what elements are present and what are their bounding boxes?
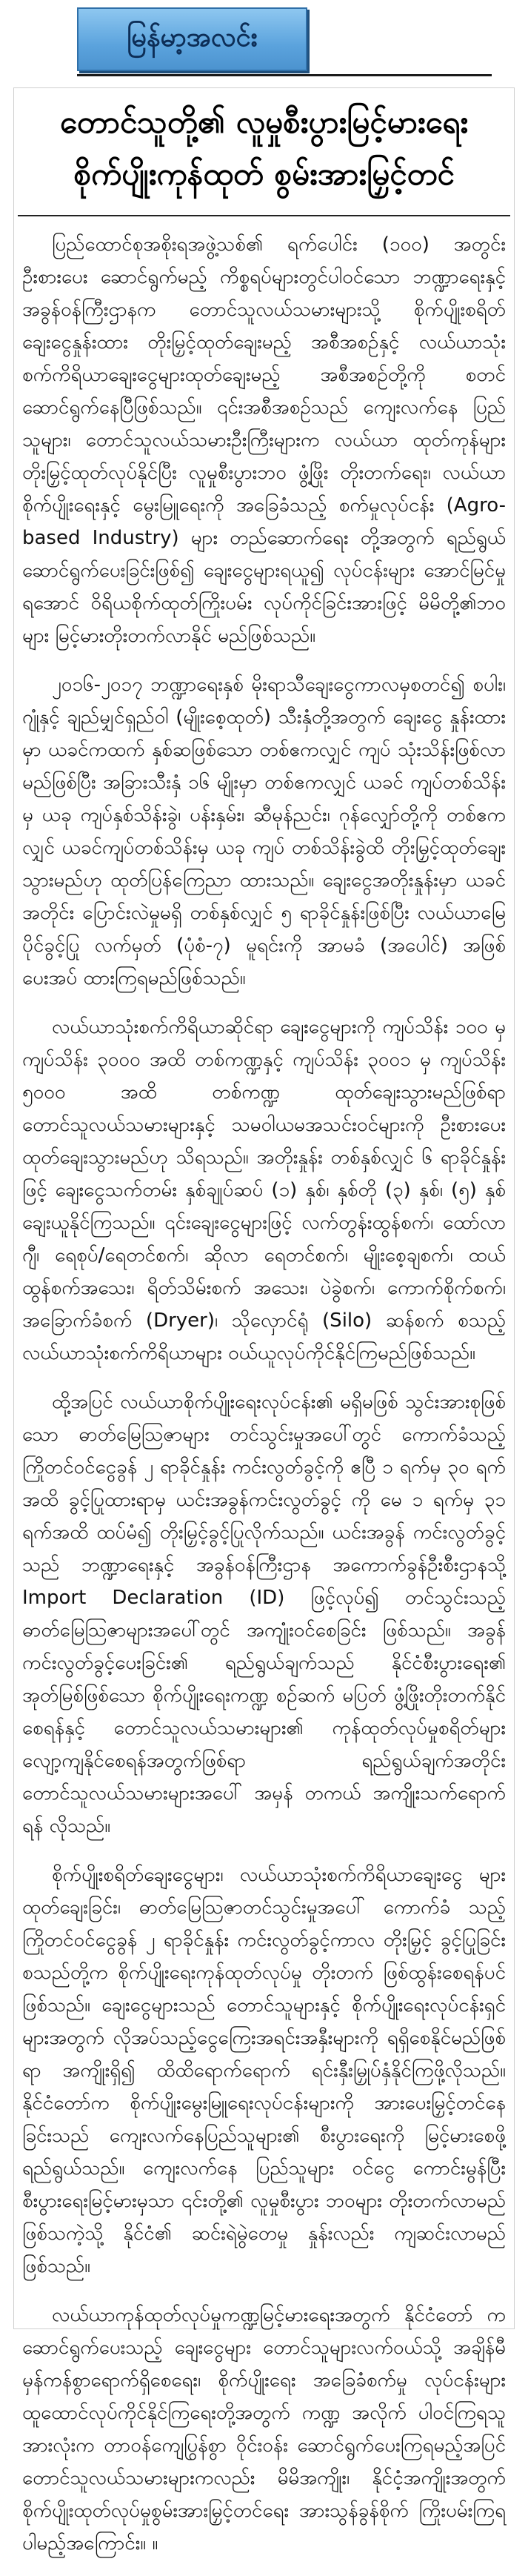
article-paragraph: လယ်ယာသုံးစက်ကိရိယာဆိုင်ရာ ချေးငွေများကို ကျပ်သိန်း ၁၀၀ မှ ကျပ်သိန်း ၃၀၀၀ အထိ တစ်ကဏ္ဍနှင့် ကျပ်သိန်း ၃၀၀၁ မှ ကျပ်သိန်း ၅၀၀၀ အထိ တစ်ကဏ္ဍ ထုတ်ချေးသွားမည်ဖြစ်ရာ တောင်သူလယ်သမားများနှင့် သမဝါယမအသင်းဝင်များကို ဦးစားပေး ထုတ်ချေးသွားမည်ဟု သိရသည်။ အတိုးနှုန်း တစ်နှစ်လျှင် ၆ ရာခိုင်နှုန်းဖြင့် ချေးငွေသက်တမ်း နှစ်ချုပ်ဆပ် (၁) နှစ်၊ နှစ်တို (၃) နှစ်၊ (၅) နှစ် ချေးယူနိုင်ကြသည်။ ၎င်းချေးငွေများဖြင့် လက်တွန်းထွန်စက်၊ ထော်လာဂျီ၊ ရေစုပ်/ရေတင်စက်၊ ဆိုလာ ရေတင်စက်၊ မျိုးစေ့ချစက်၊ ထယ်ထွန်စက်အသေး၊ ရိတ်သိမ်းစက် အသေး၊ ပဲခွဲစက်၊ ကောက်စိုက်စက်၊ အခြောက်ခံစက် (Dryer)၊ သိုလှောင်ရုံ (Silo) ဆန်စက် စသည့် လယ်ယာသုံးစက်ကိရိယာများ ဝယ်ယူလုပ်ကိုင်နိုင်ကြမည်ဖြစ်သည်။ — [22, 1016, 506, 1364]
article-paragraph: ထို့အပြင် လယ်ယာစိုက်ပျိုးရေးလုပ်ငန်း၏ မရှိမဖြစ် သွင်းအားစုဖြစ်သော ဓာတ်မြေဩဇာများ တင်သွင်းမှုအပေါ်တွင် ကောက်ခံသည့် ကြိုတင်ဝင်ငွေခွန် ၂ ရာခိုင်နှုန်း ကင်းလွတ်ခွင့်ကို ဧပြီ ၁ ရက်မှ ၃၀ ရက်အထိ ခွင့်ပြုထားရာမှ ယင်းအခွန်ကင်းလွတ်ခွင့် ကို မေ ၁ ရက်မှ ၃၁ ရက်အထိ ထပ်မံ၍ တိုးမြှင့်ခွင့်ပြုလိုက်သည်။ ယင်းအခွန် ကင်းလွတ်ခွင့်သည် ဘဏ္ဍာရေးနှင့် အခွန်ဝန်ကြီးဌာန အကောက်ခွန်ဦးစီးဌာနသို့ Import Declaration (ID) ဖြင့်လုပ်၍ တင်သွင်းသည့် ဓာတ်မြေဩဇာများအပေါ်တွင် အကျုံးဝင်စေခြင်း ဖြစ်သည်။ အခွန်ကင်းလွတ်ခွင့်ပေးခြင်း၏ ရည်ရွယ်ချက်သည် နိုင်ငံစီးပွားရေး၏ အုတ်မြစ်ဖြစ်သော စိုက်ပျိုးရေးကဏ္ဍ စဉ်ဆက် မပြတ် ဖွံ့ဖြိုးတိုးတက်နိုင်စေရန်နှင့် တောင်သူလယ်သမားများ၏ ကုန်ထုတ်လုပ်မှုစရိတ်များ လျော့ကျနိုင်စေရန်အတွက်ဖြစ်ရာ ရည်ရွယ်ချက်အတိုင်း တောင်သူလယ်သမားများအပေါ် အမှန် တကယ် အကျိုးသက်ရောက်ရန် လိုသည်။ — [22, 1391, 506, 1837]
masthead-rule — [77, 74, 492, 76]
section-tab-label: မြန်မာ့အလင်း — [127, 22, 258, 53]
headline-line-1: တောင်သူတို့၏ လူမှုစီးပွားမြင့်မားရေး — [59, 104, 469, 140]
masthead — [0, 0, 528, 77]
article-paragraph: စိုက်ပျိုးစရိတ်ချေးငွေများ၊ လယ်ယာသုံးစက်ကိရိယာချေးငွေ များ ထုတ်ချေးခြင်း၊ ဓာတ်မြေဩဇာတင်သွင်းမှုအပေါ် ကောက်ခံ သည့် ကြိုတင်ဝင်ငွေခွန် ၂ ရာခိုင်နှုန်း ကင်းလွတ်ခွင့်ကာလ တိုးမြှင့် ခွင့်ပြုခြင်း စသည်တို့က စိုက်ပျိုးရေးကုန်ထုတ်လုပ်မှု တိုးတက် ဖြစ်ထွန်းစေရန်ပင်ဖြစ်သည်။ ချေးငွေများသည် တောင်သူများနှင့် စိုက်ပျိုးရေးလုပ်ငန်းရှင်များအတွက် လိုအပ်သည့်ငွေကြေးအရင်းအနှီးများကို ရရှိစေနိုင်မည်ဖြစ်ရာ အကျိုးရှိ၍ ထိထိရောက်ရောက် ရင်းနှီးမြှုပ်နှံနိုင်ကြဖို့လိုသည်။ နိုင်ငံတော်က စိုက်ပျိုးမွေးမြူရေးလုပ်ငန်းများကို အားပေးမြှင့်တင်နေခြင်းသည် ကျေးလက်နေပြည်သူများ၏ စီးပွားရေးကို မြင့်မားစေဖို့ရည်ရွယ်သည်။ ကျေးလက်နေ ပြည်သူများ ဝင်ငွေ ကောင်းမွန်ပြီး စီးပွားရေးမြင့်မားမှသာ ၎င်းတို့၏ လူမှုစီးပွား ဘဝများ တိုးတက်လာမည်ဖြစ်သကဲ့သို့ နိုင်ငံ၏ ဆင်းရဲမွဲတေမှု နှုန်းလည်း ကျဆင်းလာမည်ဖြစ်သည်။ — [22, 1864, 506, 2277]
headline-divider — [18, 215, 510, 216]
article-paragraph: လယ်ယာကုန်ထုတ်လုပ်မှုကဏ္ဍမြင့်မားရေးအတွက် နိုင်ငံတော် က ဆောင်ရွက်ပေးသည့် ချေးငွေများ တောင်သူများလက်ဝယ်သို့ အချိန်မီမှန်ကန်စွာရောက်ရှိစေရေး၊ စိုက်ပျိုးရေး အခြေခံစက်မှု လုပ်ငန်းများ ထူထောင်လုပ်ကိုင်နိုင်ကြရေးတို့အတွက် ကဏ္ဍ အလိုက် ပါဝင်ကြရသူအားလုံးက တာဝန်ကျေပြွန်စွာ ဝိုင်းဝန်း ဆောင်ရွက်ပေးကြရမည့်အပြင် တောင်သူလယ်သမားများကလည်း မိမိအကျိုး၊ နိုင်ငံ့အကျိုးအတွက် စိုက်ပျိုးထုတ်လုပ်မှုစွမ်းအားမြှင့်တင်ရေး အားသွန်ခွန်စိုက် ကြိုးပမ်းကြရပါမည့်အကြောင်း။ ။ — [22, 2304, 506, 2555]
headline-line-2: စိုက်ပျိုးကုန်ထုတ် စွမ်းအားမြှင့်တင် — [73, 156, 455, 192]
editorial-headline — [18, 96, 510, 200]
article-paragraph: ပြည်ထောင်စုအစိုးရအဖွဲ့သစ်၏ ရက်ပေါင်း (၁၀၀) အတွင်း ဦးစားပေး ဆောင်ရွက်မည့် ကိစ္စရပ်များတွင်ပါဝင်သော ဘဏ္ဍာရေးနှင့် အခွန်ဝန်ကြီးဌာနက တောင်သူလယ်သမားများသို့ စိုက်ပျိုးစရိတ် ချေးငွေနှုန်းထား တိုးမြှင့်ထုတ်ချေးမည့် အစီအစဉ်နှင့် လယ်ယာသုံး စက်ကိရိယာချေးငွေများထုတ်ချေးမည့် အစီအစဉ်တို့ကို စတင် ဆောင်ရွက်နေပြီဖြစ်သည်။ ၎င်းအစီအစဉ်သည် ကျေးလက်နေ ပြည်သူများ၊ တောင်သူလယ်သမားဦးကြီးများက လယ်ယာ ထုတ်ကုန်များ တိုးမြှင့်ထုတ်လုပ်နိုင်ပြီး လူမှုစီးပွားဘဝ ဖွံ့ဖြိုး တိုးတက်ရေး၊ လယ်ယာစိုက်ပျိုးရေးနှင့် မွေးမြူရေးကို အခြေခံသည့် စက်မှုလုပ်ငန်း (Agro- based Industry) များ တည်ဆောက်ရေး တို့အတွက် ရည်ရွယ်ဆောင်ရွက်ပေးခြင်းဖြစ်၍ ချေးငွေများရယူ၍ လုပ်ငန်းများ အောင်မြင်မှုရအောင် ဝိရိယစိုက်ထုတ်ကြိုးပမ်း လုပ်ကိုင်ခြင်းအားဖြင့် မိမိတို့၏ဘဝများ မြင့်မားတိုးတက်လာနိုင် မည်ဖြစ်သည်။ — [22, 233, 506, 647]
article-paragraph: ၂၀၁၆-၂၀၁၇ ဘဏ္ဍာရေးနှစ် မိုးရာသီချေးငွေကာလမှစတင်၍ စပါး၊ ဂျုံနှင့် ချည်မျှင်ရှည်ဝါ (မျိုးစေ့ထုတ်) သီးနှံတို့အတွက် ချေးငွေ နှုန်းထားမှာ ယခင်ကထက် နှစ်ဆဖြစ်သော တစ်ဧကလျှင် ကျပ် သုံးသိန်းဖြစ်လာမည်ဖြစ်ပြီး အခြားသီးနှံ ၁၆ မျိုးမှာ တစ်ဧကလျှင် ယခင် ကျပ်တစ်သိန်းမှ ယခု ကျပ်နှစ်သိန်းခွဲ၊ ပန်းနှမ်း၊ ဆီမုန်ညင်း၊ ဂုန်လျှော်တို့ကို တစ်ဧကလျှင် ယခင်ကျပ်တစ်သိန်းမှ ယခု ကျပ် တစ်သိန်းခွဲထိ တိုးမြှင့်ထုတ်ချေးသွားမည်ဟု ထုတ်ပြန်ကြေညာ ထားသည်။ ချေးငွေအတိုးနှုန်းမှာ ယခင်အတိုင်း ပြောင်းလဲမှုမရှိ တစ်နှစ်လျှင် ၅ ရာခိုင်နှုန်းဖြစ်ပြီး လယ်ယာမြေပိုင်ခွင့်ပြု လက်မှတ် (ပုံစံ-၇) မူရင်းကို အာမခံ (အပေါင်) အဖြစ် ပေးအပ် ထားကြရမည်ဖြစ်သည်။ — [22, 674, 506, 989]
section-tab — [77, 7, 307, 71]
article-body — [22, 228, 506, 2576]
